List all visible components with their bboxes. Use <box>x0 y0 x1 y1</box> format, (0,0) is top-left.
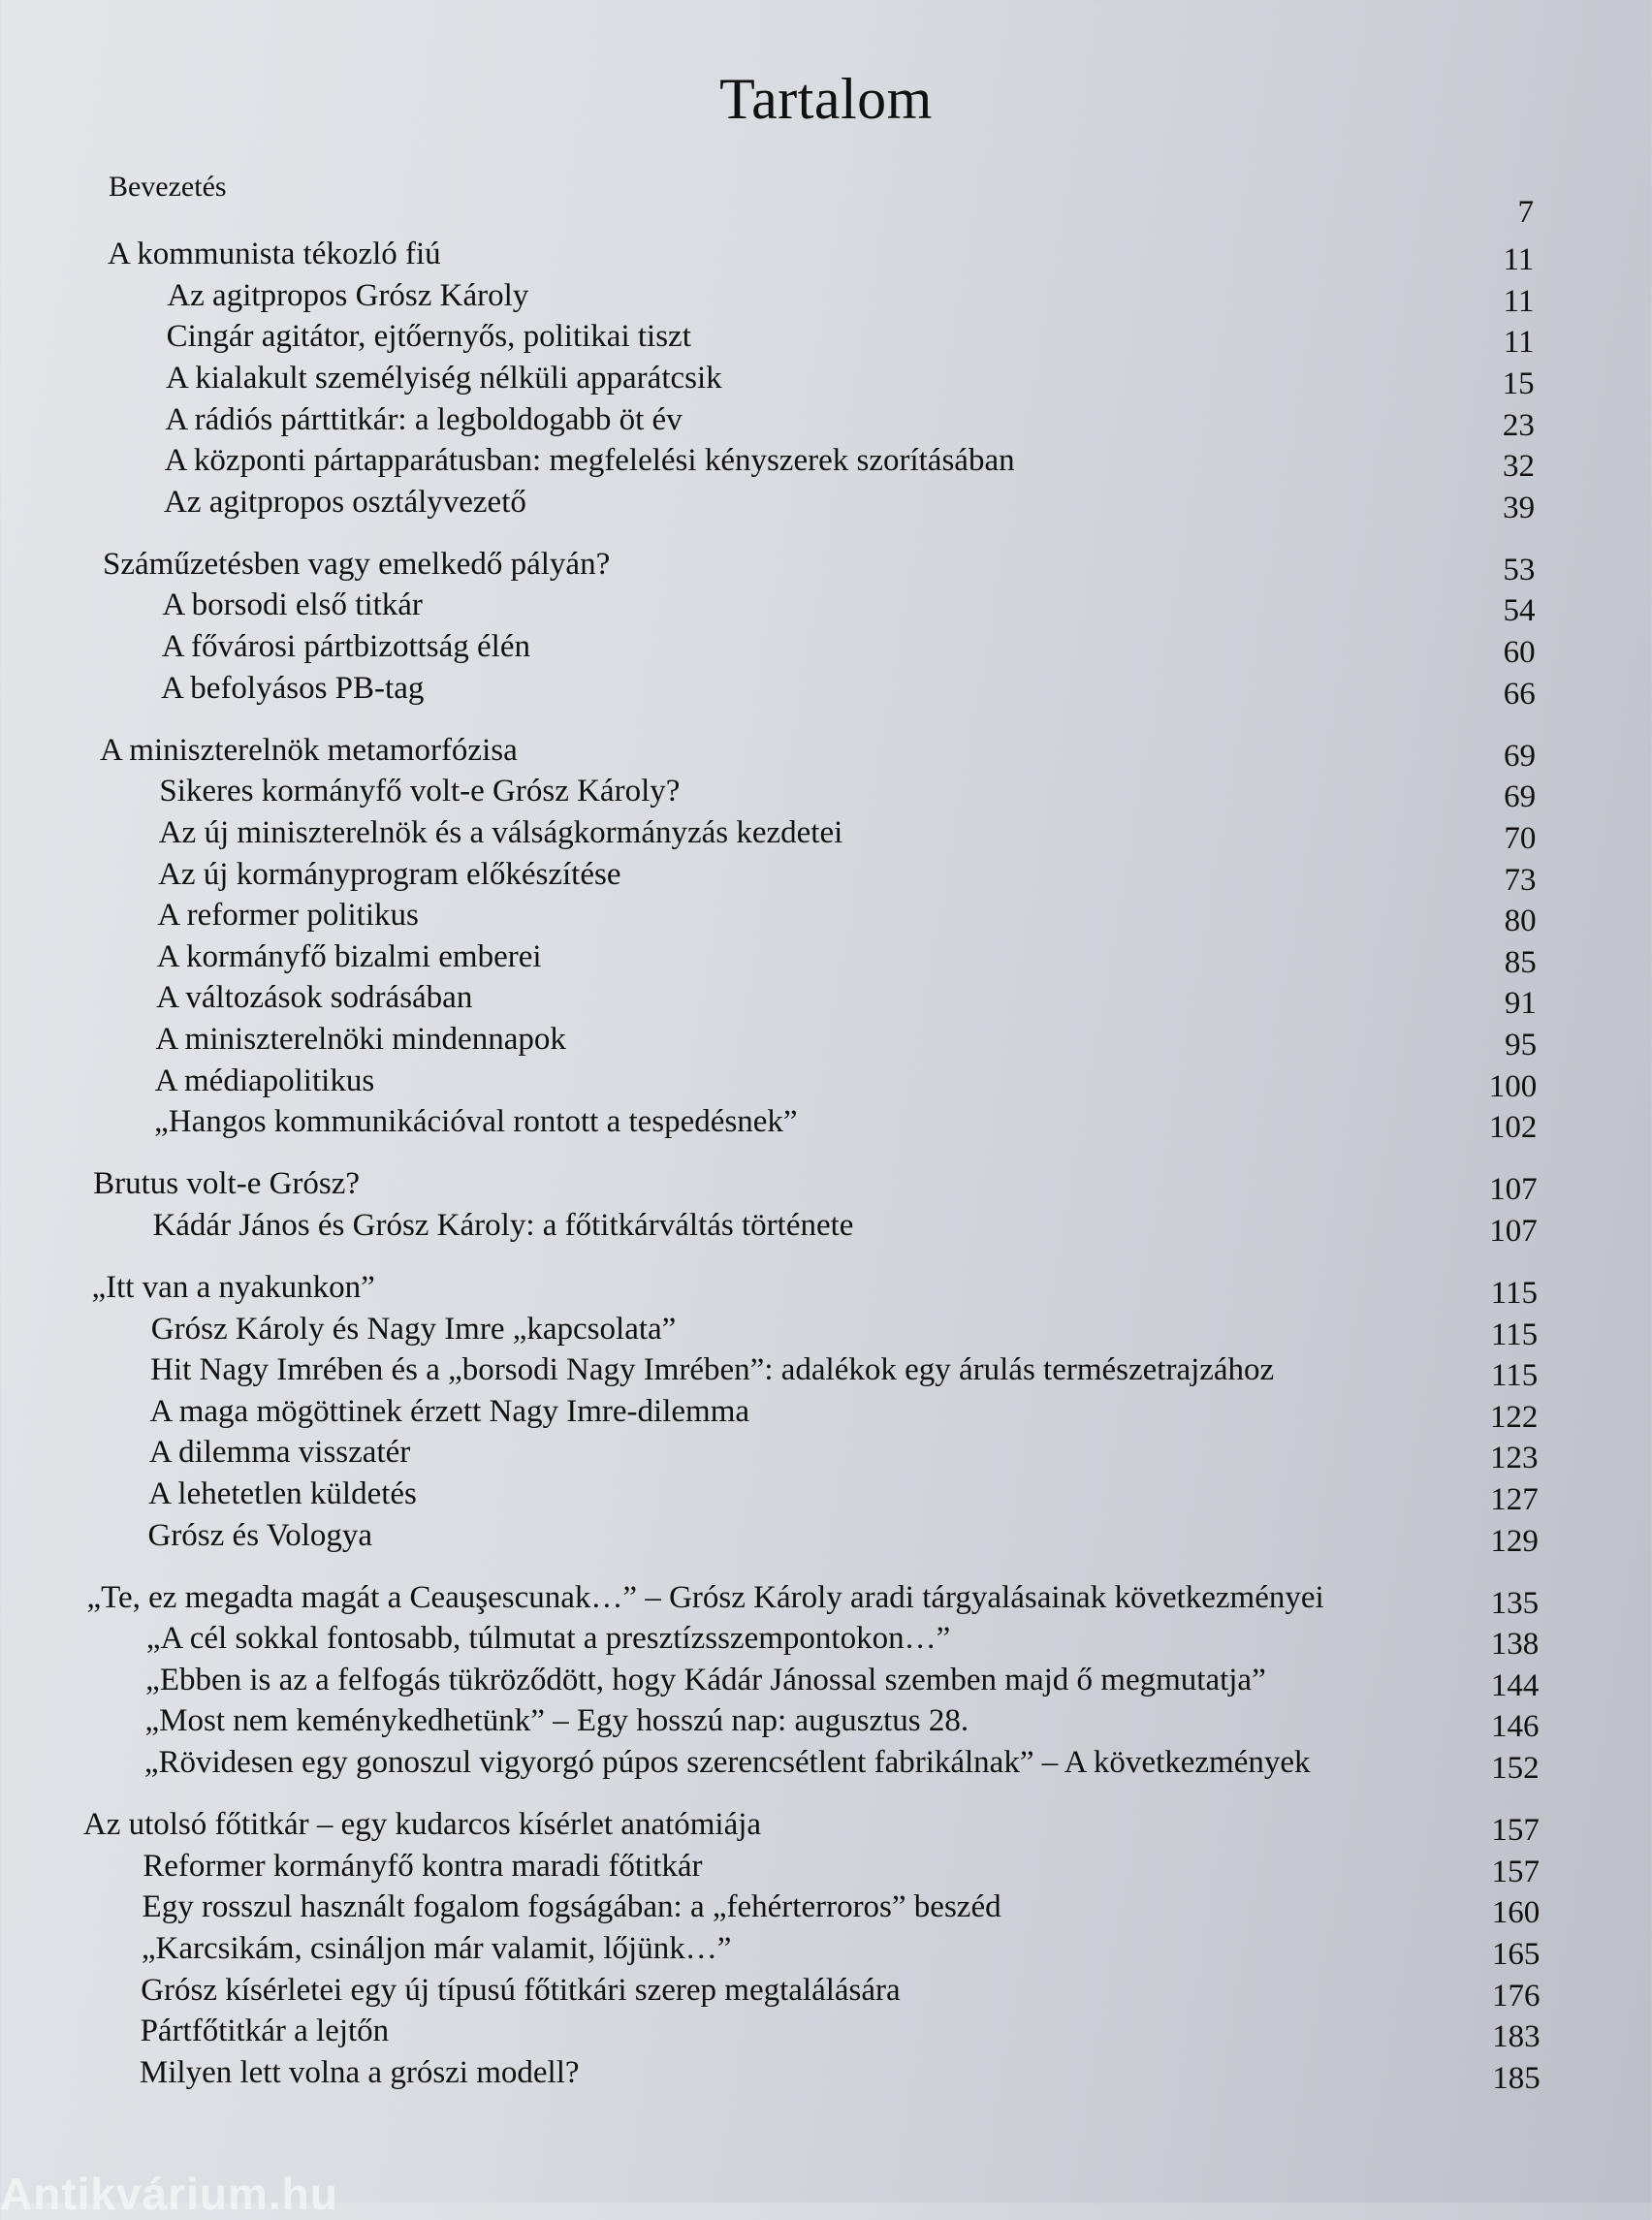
toc-section <box>144 1747 1311 1779</box>
toc-entry-title: Sikeres kormányfő volt-e Grósz Károly? <box>159 774 681 809</box>
toc-section <box>161 670 425 706</box>
toc-page-number: 7 <box>1517 195 1534 230</box>
toc-section <box>146 1623 950 1655</box>
toc-section <box>154 1062 375 1098</box>
toc-section <box>154 1106 797 1138</box>
toc-entry-title: „Karcsikám, csináljon már valamit, lőjünk…” <box>141 1930 732 1966</box>
toc-section <box>159 776 680 808</box>
toc-chapter <box>93 1168 360 1200</box>
toc-entry-title: Az új kormányprogram előkészítése <box>158 856 621 892</box>
toc-entry-title: A reformer politikus <box>157 898 419 934</box>
toc-entry-title: Grósz Károly és Nagy Imre „kapcsolata” <box>150 1311 677 1347</box>
toc-chapter <box>109 171 227 203</box>
toc-entry-title: Kádár János és Grósz Károly: a főtitkárváltás története <box>152 1207 854 1243</box>
toc-section <box>152 1207 854 1243</box>
toc-page-number: 102 <box>1488 1110 1538 1146</box>
toc-entry-title: Reformer kormányfő kontra maradi főtitkár <box>143 1848 703 1884</box>
toc-page-number: 23 <box>1502 407 1535 443</box>
toc-entry-title: „Hangos kommunikációval rontott a tespedésnek” <box>154 1104 798 1140</box>
toc-page-number: 70 <box>1504 820 1537 856</box>
toc-page-number: 54 <box>1503 593 1536 629</box>
toc-entry-title: „Ebben is az a felfogás tükröződött, hogy Kádár Jánossal szemben majd ő megmutatja” <box>145 1662 1266 1697</box>
toc-section <box>139 2054 580 2090</box>
toc-chapter <box>86 1579 1324 1615</box>
toc-section <box>141 1972 901 2008</box>
toc-page-number: 122 <box>1489 1399 1539 1435</box>
toc-entry-title: „Rövidesen egy gonoszul vigyorgó púpos szerencsétlent fabrikálnak” – A következmények <box>143 1745 1311 1780</box>
toc-chapter <box>103 546 611 582</box>
toc-entry-title: A maga mögöttinek érzett Nagy Imre-dilemma <box>149 1393 750 1429</box>
toc-entry-title: A miniszterelnök metamorfózisa <box>100 732 518 768</box>
toc-page-number: 11 <box>1503 283 1535 319</box>
toc-section <box>158 856 621 892</box>
toc-entry-title: Az új miniszterelnök és a válságkormányzás kezdetei <box>158 814 843 850</box>
toc-entry-title: Grósz és Vologya <box>147 1517 373 1553</box>
toc-entry-title: A kommunista tékozló fiú <box>107 237 441 272</box>
toc-entry-title: A kialakult személyiség nélküli apparátcsik <box>165 360 722 396</box>
toc-chapter <box>108 238 441 270</box>
toc-section <box>150 1311 677 1347</box>
toc-page-number: 66 <box>1503 676 1536 712</box>
toc-section <box>150 1354 1274 1386</box>
toc-page-number: 115 <box>1490 1358 1539 1394</box>
toc-section <box>143 1891 1001 1923</box>
toc-section <box>143 1848 703 1884</box>
toc-page-number: 135 <box>1490 1585 1540 1621</box>
toc-entry-title: Grósz kísérletei egy új típusú főtitkári szerep megtalálására <box>141 1972 901 2008</box>
toc-entry-title: Bevezetés <box>108 171 227 203</box>
toc-page-number: 91 <box>1504 986 1537 1022</box>
toc-page-number: 138 <box>1490 1627 1540 1663</box>
toc-entry-title: A központi pártapparátusban: megfelelési kényszerek szorításában <box>164 443 1015 479</box>
toc-entry-title: Brutus volt-e Grósz? <box>93 1166 361 1202</box>
toc-entry-title: „Itt van a nyakunkon” <box>91 1269 375 1305</box>
toc-section <box>167 277 529 313</box>
toc-section <box>156 938 542 974</box>
toc-entry-title: Pártfőtitkár a lejtőn <box>140 2014 390 2049</box>
toc-section <box>158 814 843 850</box>
toc-entry-title: A borsodi első titkár <box>162 587 423 623</box>
toc-section <box>155 1021 566 1057</box>
toc-section <box>156 982 472 1014</box>
toc-entry-title: A dilemma visszatér <box>148 1435 411 1471</box>
toc-section <box>149 1393 750 1429</box>
toc-entry-title: Az agitpropos Grósz Károly <box>167 277 529 313</box>
toc-page-number: 73 <box>1504 862 1537 898</box>
toc-page-number: 157 <box>1491 1854 1541 1889</box>
toc-section <box>147 1517 373 1553</box>
toc-section <box>167 321 691 353</box>
toc-entry-title: „Most nem keménykedhetünk” – Egy hosszú nap: augusztus 28. <box>144 1703 969 1739</box>
toc-entry-title: A lehetetlen küldetés <box>148 1475 417 1511</box>
toc-page-number: 176 <box>1491 1978 1541 2014</box>
toc-page-number: 11 <box>1503 242 1535 278</box>
toc-page-number: 157 <box>1491 1813 1540 1849</box>
toc-chapter <box>100 732 518 768</box>
toc-page-number: 11 <box>1503 325 1535 361</box>
toc-page-number: 53 <box>1503 552 1536 587</box>
toc-page-number: 127 <box>1490 1481 1539 1517</box>
toc-page-number: 60 <box>1503 635 1536 670</box>
toc-section <box>145 1662 1266 1697</box>
toc-page-number: 115 <box>1490 1275 1538 1311</box>
toc-entry-title: Cingár agitátor, ejtőernyős, politikai tiszt <box>166 319 691 355</box>
toc-entry-title: A kormányfő bizalmi emberei <box>156 938 542 974</box>
page-title: Tartalom <box>719 67 933 131</box>
toc-section <box>165 445 1015 477</box>
toc-section <box>165 401 683 437</box>
toc-entry-title: „A cél sokkal fontosabb, túlmutat a presztízsszempontokon…” <box>145 1621 951 1657</box>
toc-page-number: 32 <box>1502 449 1535 485</box>
toc-page-number: 107 <box>1489 1213 1538 1249</box>
toc-entry-title: Az utolsó főtitkár – egy kudarcos kísérlet anatómiája <box>82 1807 762 1843</box>
toc-entry-title: Az agitpropos osztályvezető <box>164 484 526 520</box>
toc-section <box>148 1475 417 1511</box>
toc-entry-title: Egy rosszul használt fogalom fogságában: a „fehérterroros” beszéd <box>142 1889 1001 1925</box>
toc-page-number: 15 <box>1502 365 1535 401</box>
toc-chapter <box>91 1269 375 1305</box>
toc-page-number: 107 <box>1489 1172 1538 1208</box>
toc-page-number: 146 <box>1491 1709 1540 1745</box>
toc-page-number: 144 <box>1490 1667 1540 1703</box>
toc-section <box>164 484 526 520</box>
toc-page-number: 69 <box>1504 779 1537 815</box>
toc-section <box>162 631 530 663</box>
toc-entry-title: Milyen lett volna a grószi modell? <box>139 2054 580 2090</box>
toc-entry-title: Hit Nagy Imrében és a „borsodi Nagy Imrében”: adalékok egy árulás természetrajzához <box>150 1352 1275 1388</box>
toc-page-number: 165 <box>1491 1936 1541 1972</box>
toc-page-number: 95 <box>1505 1027 1538 1062</box>
toc-entry-title: A médiapolitikus <box>154 1062 375 1098</box>
toc-section <box>162 589 423 621</box>
toc-section <box>157 900 418 932</box>
toc-page-number: 39 <box>1503 490 1536 525</box>
toc-entry-title: „Te, ez megadta magát a Ceauşescunak…” – Grósz Károly aradi tárgyalásainak következményei <box>86 1579 1324 1615</box>
toc-page-number: 183 <box>1492 2019 1541 2055</box>
toc-section <box>141 2015 390 2047</box>
toc-page-number: 129 <box>1490 1523 1539 1559</box>
toc-page-number: 185 <box>1492 2060 1541 2096</box>
toc-entry-title: A fővárosi pártbizottság élén <box>161 629 530 664</box>
toc-chapter <box>83 1809 761 1841</box>
toc-page-number: 80 <box>1504 904 1537 939</box>
toc-page-number: 115 <box>1490 1316 1539 1352</box>
watermark: Antikvárium.hu <box>0 2169 338 2219</box>
toc-page-number: 160 <box>1491 1895 1541 1931</box>
toc-section <box>165 360 722 396</box>
toc-page-number: 100 <box>1488 1068 1538 1104</box>
toc-page-number: 85 <box>1504 944 1537 980</box>
toc-section <box>145 1705 969 1737</box>
toc-entry-title: A rádiós párttitkár: a legboldogabb öt év <box>165 401 683 437</box>
toc-entry-title: A befolyásos PB-tag <box>161 670 425 706</box>
toc-entry-title: Száműzetésben vagy emelkedő pályán? <box>103 546 611 582</box>
toc-page-number: 123 <box>1490 1441 1539 1476</box>
toc-section <box>141 1930 732 1966</box>
toc-section <box>149 1437 410 1469</box>
toc-entry-title: A változások sodrásában <box>156 980 473 1016</box>
toc-page-number: 69 <box>1504 738 1537 774</box>
toc-entry-title: A miniszterelnöki mindennapok <box>155 1021 566 1057</box>
toc-page-number: 152 <box>1491 1751 1540 1786</box>
